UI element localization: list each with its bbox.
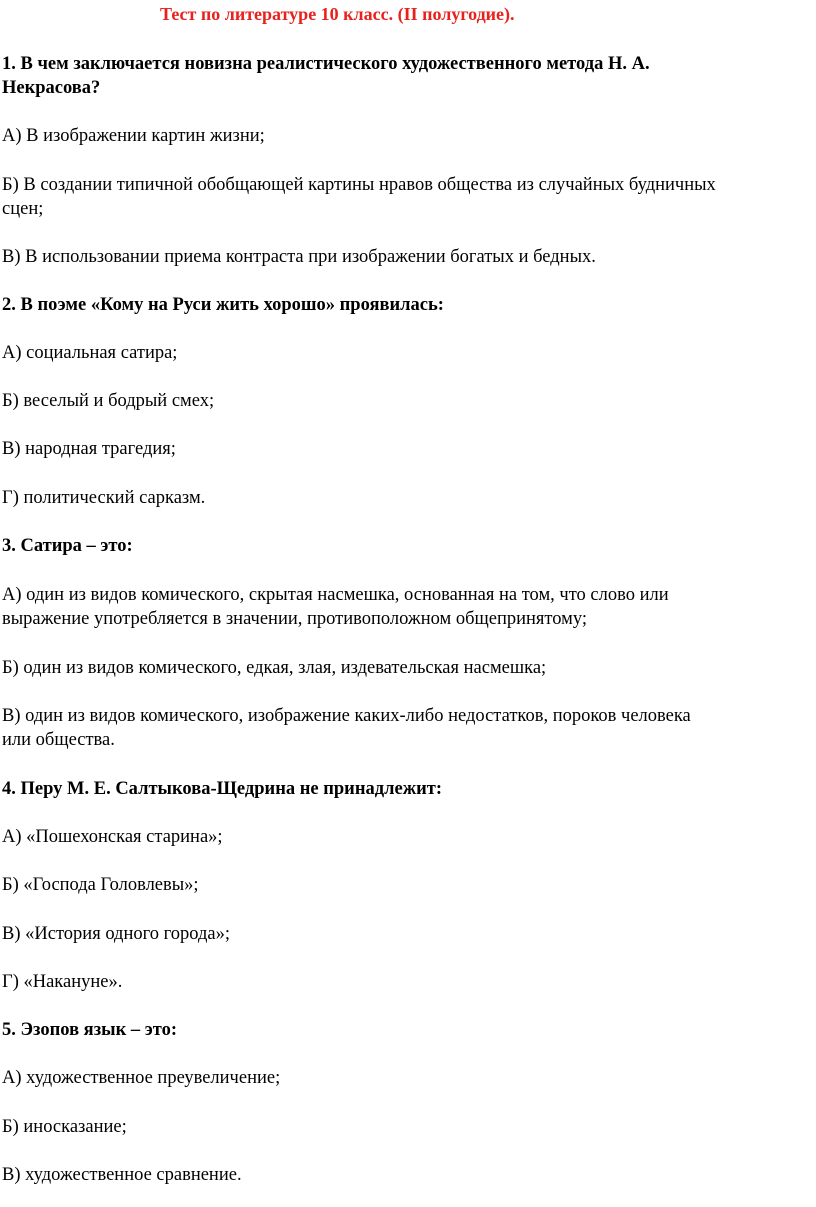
question-4-option-c: В) «История одного города»; bbox=[2, 924, 230, 944]
question-2-option-b: Б) веселый и бодрый смех; bbox=[2, 391, 215, 411]
question-4-option-b: Б) «Господа Головлевы»; bbox=[2, 875, 199, 895]
question-3-option-a-line-2: выражение употребляется в значении, противоположном общепринятому; bbox=[2, 609, 588, 629]
question-2-line-1: 2. В поэме «Кому на Руси жить хорошо» проявилась: bbox=[2, 295, 444, 315]
question-1-option-c: В) В использовании приема контраста при изображении богатых и бедных. bbox=[2, 247, 596, 267]
question-3-option-a-line-1: А) один из видов комического, скрытая насмешка, основанная на том, что слово или bbox=[2, 585, 669, 605]
question-1-line-1: 1. В чем заключается новизна реалистического художественного метода Н. А. bbox=[2, 54, 650, 74]
question-1-line-2: Некрасова? bbox=[2, 78, 101, 98]
question-2-option-c: В) народная трагедия; bbox=[2, 439, 176, 459]
question-1-option-b-line-2: сцен; bbox=[2, 199, 44, 219]
question-2-option-d: Г) политический сарказм. bbox=[2, 488, 206, 508]
question-3-option-c-line-2: или общества. bbox=[2, 730, 115, 750]
question-3-option-b: Б) один из видов комического, едкая, злая, издевательская насмешка; bbox=[2, 658, 547, 678]
question-5-option-a: А) художественное преувеличение; bbox=[2, 1068, 281, 1088]
question-3-line-1: 3. Сатира – это: bbox=[2, 536, 133, 556]
question-5-option-b: Б) иносказание; bbox=[2, 1117, 127, 1137]
question-4-line-1: 4. Перу М. Е. Салтыкова-Щедрина не принадлежит: bbox=[2, 779, 443, 799]
question-1-option-b-line-1: Б) В создании типичной обобщающей картины нравов общества из случайных будничных bbox=[2, 175, 716, 195]
document-title: Тест по литературе 10 класс. (II полугодие). bbox=[160, 4, 515, 24]
question-5-option-c: В) художественное сравнение. bbox=[2, 1165, 242, 1185]
question-5-line-1: 5. Эзопов язык – это: bbox=[2, 1020, 177, 1040]
question-2-option-a: А) социальная сатира; bbox=[2, 343, 178, 363]
question-3-option-c-line-1: В) один из видов комического, изображение каких-либо недостатков, пороков человека bbox=[2, 706, 691, 726]
question-1-option-a: А) В изображении картин жизни; bbox=[2, 126, 265, 146]
question-4-option-a: А) «Пошехонская старина»; bbox=[2, 827, 223, 847]
question-4-option-d: Г) «Накануне». bbox=[2, 972, 123, 992]
